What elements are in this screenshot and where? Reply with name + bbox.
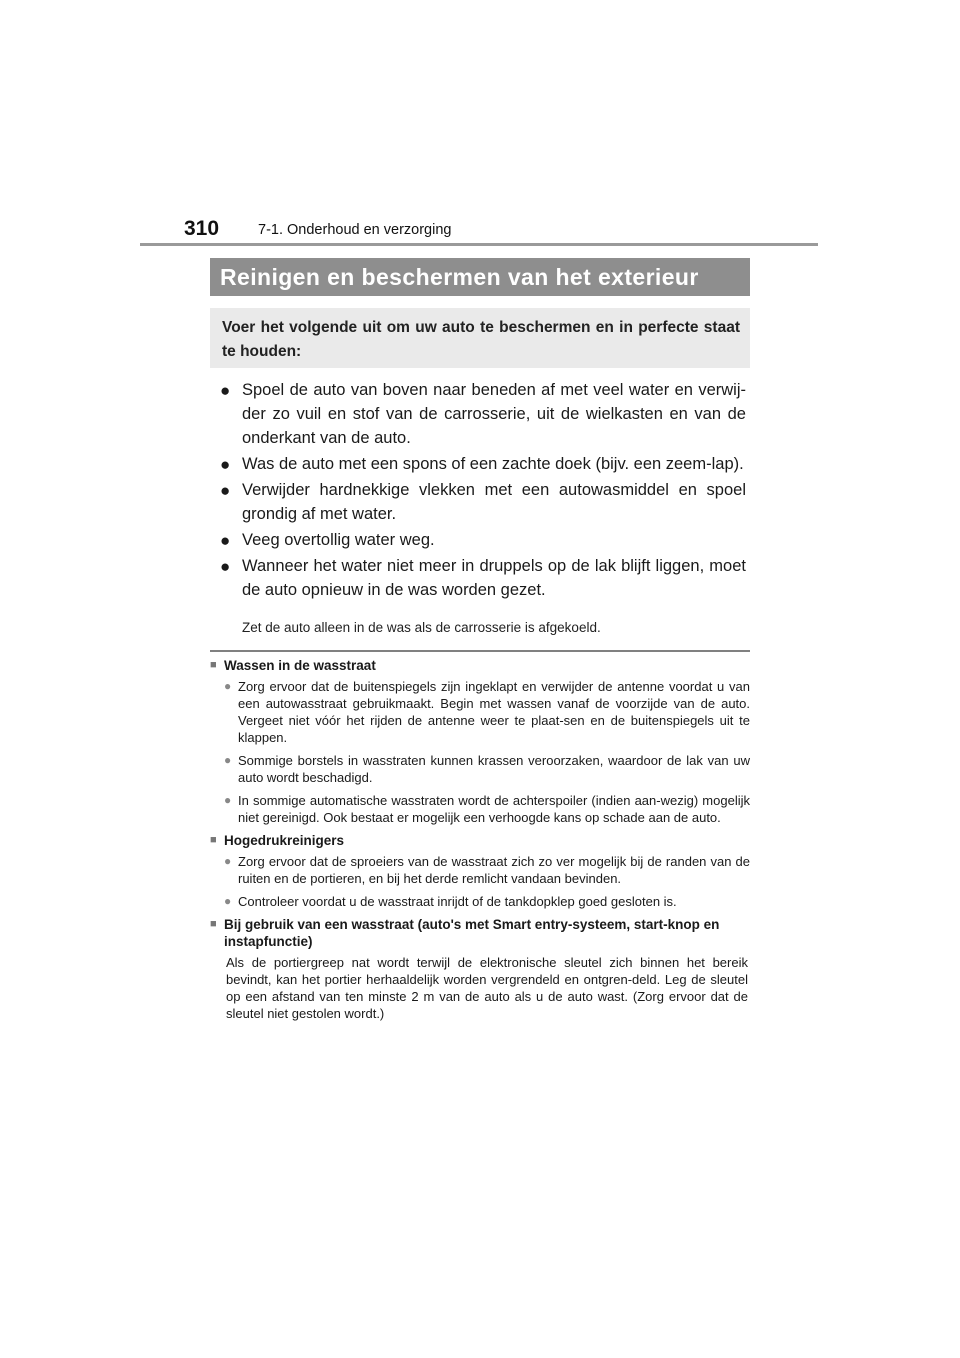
square-bullet-icon: ■ xyxy=(210,918,217,930)
note-item xyxy=(210,853,750,887)
header-rule xyxy=(140,243,818,246)
page-number: 310 xyxy=(184,217,220,240)
list-item-text: Wanneer het water niet meer in druppels op de lak blijft liggen, moet de auto opnieuw in de was worden gezet. xyxy=(242,557,746,599)
intro-box: Voer het volgende uit om uw auto te beschermen en in perfecte staat te houden: xyxy=(210,308,750,368)
list-item-text: Was de auto met een spons of een zachte doek (bijv. een zeem-lap). xyxy=(242,455,744,473)
main-note: Zet de auto alleen in de was als de carrosserie is afgekoeld. xyxy=(242,620,601,635)
section-title-banner: Reinigen en beschermen van het exterieur xyxy=(210,258,750,296)
note-group-smart-entry xyxy=(210,916,750,1022)
bullet-icon: ● xyxy=(220,455,231,474)
note-heading-text: Bij gebruik van een wasstraat (auto's met Smart entry-systeem, start-knop en instapfunctie) xyxy=(224,917,720,949)
bullet-icon: ● xyxy=(220,481,231,500)
note-heading xyxy=(210,657,750,674)
note-group-high-pressure xyxy=(210,832,750,910)
bullet-icon: ● xyxy=(220,381,231,400)
list-item-text: Spoel de auto van boven naar beneden af met veel water en verwij-der zo vuil en stof van de carrosserie, uit de wielkasten en van de onderkant van de auto. xyxy=(242,381,746,447)
list-item xyxy=(220,452,746,476)
note-item-text: Controleer voordat u de wasstraat inrijdt of de tankdopklep goed gesloten is. xyxy=(238,894,677,909)
list-item xyxy=(220,554,746,602)
list-item xyxy=(220,478,746,526)
note-group-carwash xyxy=(210,657,750,826)
note-heading xyxy=(210,916,750,950)
section-divider xyxy=(210,650,750,652)
bullet-icon: ● xyxy=(220,557,231,576)
square-bullet-icon: ■ xyxy=(210,659,217,671)
bullet-icon: ● xyxy=(224,854,232,868)
note-item-text: Zorg ervoor dat de sproeiers van de wasstraat zich zo ver mogelijk bij de randen van de ruiten en de portieren, en bij het derde remlicht vandaan bevinden. xyxy=(238,854,750,886)
note-item xyxy=(210,792,750,826)
note-item-text: In sommige automatische wasstraten wordt de achterspoiler (indien aan-wezig) mogelijk niet gereinigd. Ook bestaat er mogelijk een verhoogde kans op schade aan de auto. xyxy=(238,793,750,825)
list-item xyxy=(220,528,746,552)
note-heading-text: Hogedrukreinigers xyxy=(224,833,345,848)
note-item xyxy=(210,893,750,910)
list-item xyxy=(220,378,746,450)
note-paragraph: Als de portiergreep nat wordt terwijl de elektronische sleutel zich binnen het bereik bevindt, kan het portier herhaaldelijk worden vergrendeld en ontgren-deld. Leg de sleutel op een afstand van ten minste 2 m van de auto als u de auto wast. (Zorg ervoor dat de sleutel niet gestolen wordt.) xyxy=(226,955,748,1021)
note-heading-text: Wassen in de wasstraat xyxy=(224,658,376,673)
square-bullet-icon: ■ xyxy=(210,834,217,846)
note-item xyxy=(210,752,750,786)
list-item-text: Veeg overtollig water weg. xyxy=(242,531,435,549)
notes-section xyxy=(210,657,750,1024)
bullet-icon: ● xyxy=(224,793,232,807)
chapter-title: 7-1. Onderhoud en verzorging xyxy=(258,222,452,238)
note-item-text: Zorg ervoor dat de buitenspiegels zijn ingeklapt en verwijder de antenne voordat u van een autowasstraat gebruikmaakt. Begin met wassen vanaf de voorzijde van de auto. Vergeet niet vóór het rijden de antenne weer te plaat-sen en de buitenspiegels uit te klappen. xyxy=(238,679,750,745)
bullet-icon: ● xyxy=(224,679,232,693)
note-item xyxy=(210,678,750,746)
note-item-text: Sommige borstels in wasstraten kunnen krassen veroorzaken, waardoor de lak van uw auto wordt beschadigd. xyxy=(238,753,750,785)
main-list xyxy=(220,378,746,604)
note-heading xyxy=(210,832,750,849)
bullet-icon: ● xyxy=(220,531,231,550)
list-item-text: Verwijder hardnekkige vlekken met een autowasmiddel en spoel grondig af met water. xyxy=(242,481,746,523)
bullet-icon: ● xyxy=(224,894,232,908)
bullet-icon: ● xyxy=(224,753,232,767)
